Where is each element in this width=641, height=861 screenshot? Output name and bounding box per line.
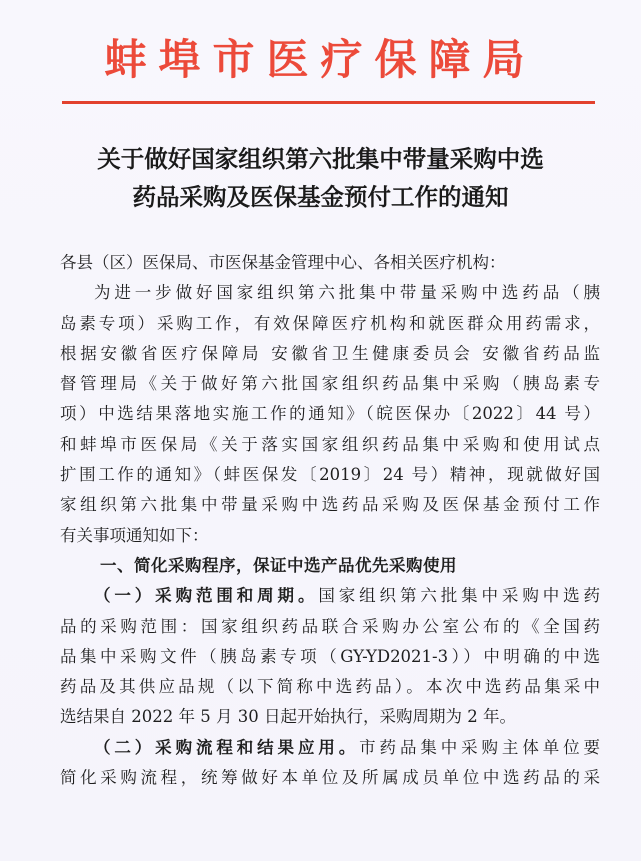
section-1-line: 品集中采购文件（胰岛素专项（GY-YD2021-3））中明确的中选 <box>60 646 600 666</box>
section-1-line: 选结果自 2022 年 5 月 30 日起开始执行，采购周期为 2 年。 <box>60 707 516 727</box>
paragraph-1-line: 督管理局《关于做好第六批国家组织药品集中采购（胰岛素专 <box>60 374 600 394</box>
section-2-first-line <box>60 733 600 763</box>
paragraph-1-line: 和蚌埠市医保局《关于落实国家组织药品集中采购和使用试点 <box>60 434 600 454</box>
section-1-text: 国家组织第六批集中采购中选药 <box>318 586 601 606</box>
section-1-line: 品的采购范围：国家组织药品联合采购办公室公布的《全国药 <box>60 616 600 636</box>
document-body <box>60 248 600 793</box>
section-2-label: （二）采购流程和结果应用。 <box>94 737 360 757</box>
section-1-label: （一）采购范围和周期。 <box>94 586 319 606</box>
paragraph-1-line: 岛素专项）采购工作，有效保障医疗机构和就医群众用药需求， <box>60 313 600 333</box>
section-1-first-line <box>60 581 600 611</box>
paragraph-1-line: 扩围工作的通知》（蚌医保发〔2019〕24 号）精神，现就做好国 <box>60 465 600 485</box>
paragraph-1-line: 项）中选结果落地实施工作的通知》（皖医保办〔2022〕44 号） <box>60 404 600 424</box>
paragraph-1-line: 为进一步做好国家组织第六批集中带量采购中选药品（胰 <box>94 283 600 303</box>
title-line-1: 关于做好国家组织第六批集中带量采购中选 <box>97 145 544 173</box>
section-2-line: 简化采购流程，统筹做好本单位及所属成员单位中选药品的采 <box>60 768 600 788</box>
red-divider-line <box>62 101 595 104</box>
section-1-line: 药品及其供应品规（以下简称中选药品）。本次中选药品集采中 <box>60 677 600 697</box>
paragraph-1-line: 有关事项通知如下： <box>60 525 209 545</box>
section-2-text: 市药品集中采购主体单位要 <box>359 737 601 757</box>
paragraph-1-line: 家组织第六批集中带量采购中选药品采购及医保基金预付工作 <box>60 495 600 515</box>
title-line-2: 药品采购及医保基金预付工作的通知 <box>132 183 509 211</box>
document-title <box>40 140 601 216</box>
section-heading-1: 一、简化采购程序，保证中选产品优先采购使用 <box>100 555 457 575</box>
salutation: 各县（区）医保局、市医保基金管理中心、各相关医疗机构： <box>60 253 506 272</box>
paragraph-1-line: 根据安徽省医疗保障局 安徽省卫生健康委员会 安徽省药品监 <box>60 343 600 363</box>
organization-header: 蚌埠市医疗保障局 <box>104 35 537 84</box>
